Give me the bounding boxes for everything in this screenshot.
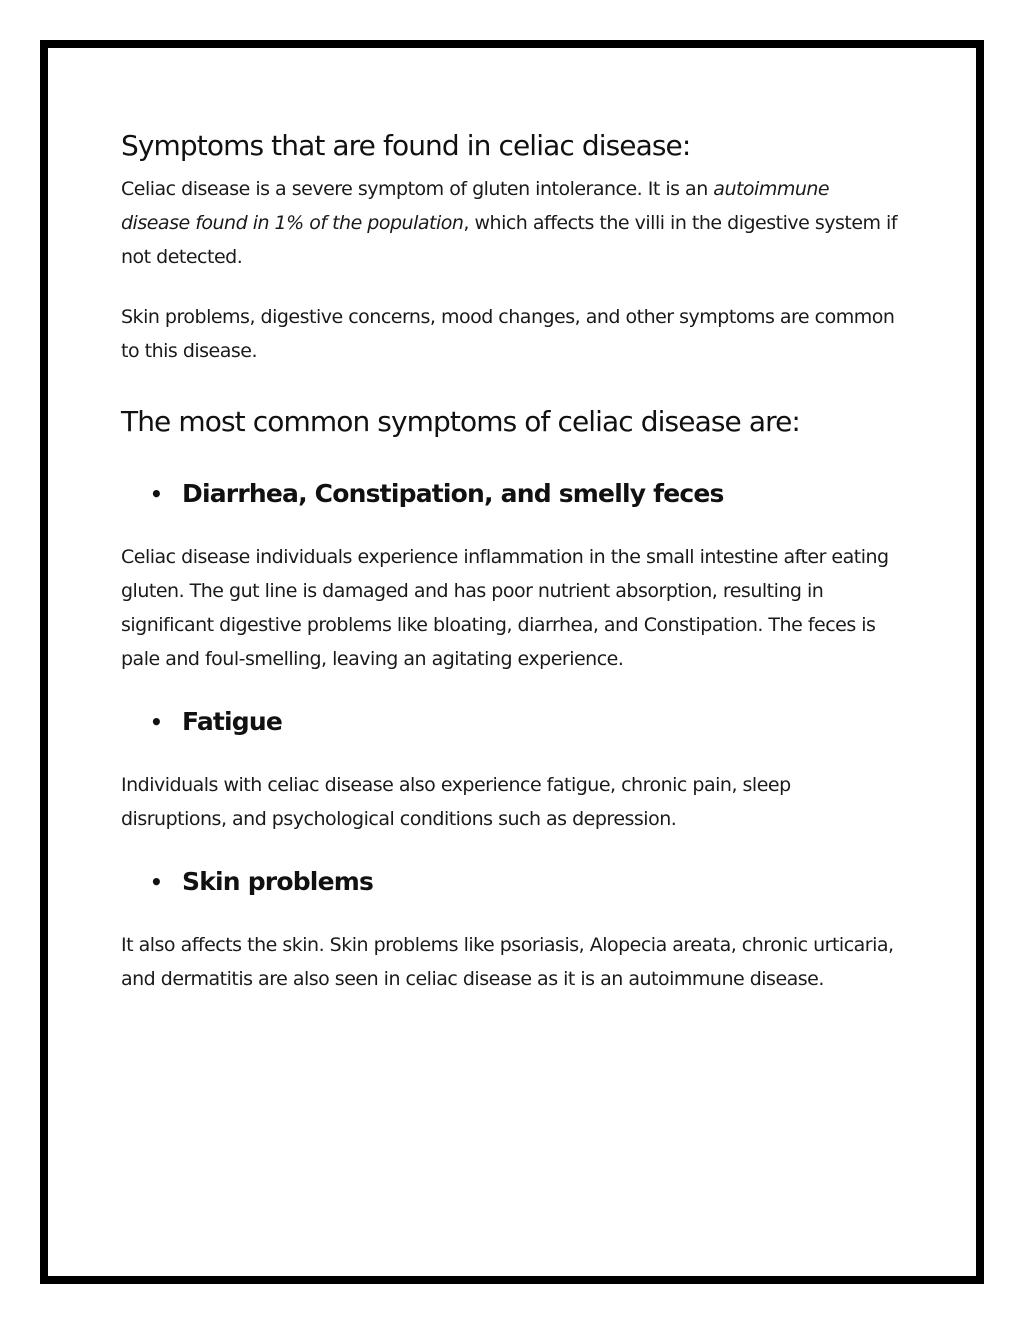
section-heading-common-symptoms: The most common symptoms of celiac disease are: [121, 405, 800, 438]
bullet-icon: • [150, 482, 162, 506]
bullet-heading-fatigue [121, 702, 901, 742]
bullet-heading-label: Fatigue [182, 707, 283, 736]
intro-paragraph [121, 172, 901, 274]
digestive-paragraph: Celiac disease individuals experience inflammation in the small intestine after eating gluten. The gut line is damaged and has poor nutrient absorption, resulting in significant digestive problems like bloating, diarrhea, and Constipation. The feces is pale and foul-smelling, leaving an agitating experience. [121, 546, 889, 670]
bullet-icon: • [150, 870, 162, 894]
fatigue-paragraph: Individuals with celiac disease also experience fatigue, chronic pain, sleep disruptions, and psychological conditions such as depression. [121, 774, 791, 830]
bullet-heading-digestive [121, 474, 901, 514]
bullet-heading-skin [121, 862, 901, 902]
bullet-heading-label: Skin problems [182, 867, 374, 896]
intro-text-start: Celiac disease is a severe symptom of gluten intolerance. It is an [121, 178, 714, 200]
symptoms-overview-paragraph: Skin problems, digestive concerns, mood changes, and other symptoms are common to this disease. [121, 306, 895, 362]
section-heading-symptoms: Symptoms that are found in celiac disease: [121, 129, 691, 162]
intro-text-italic: autoimmune disease found in 1% of the population [121, 178, 830, 234]
bullet-heading-label: Diarrhea, Constipation, and smelly feces [182, 479, 724, 508]
document-content [121, 120, 901, 996]
skin-paragraph: It also affects the skin. Skin problems like psoriasis, Alopecia areata, chronic urticaria, and dermatitis are also seen in celiac disease as it is an autoimmune disease. [121, 934, 894, 990]
intro-text-end: , which affects the villi in the digestive system if not detected. [121, 212, 898, 268]
bullet-icon: • [150, 710, 162, 734]
